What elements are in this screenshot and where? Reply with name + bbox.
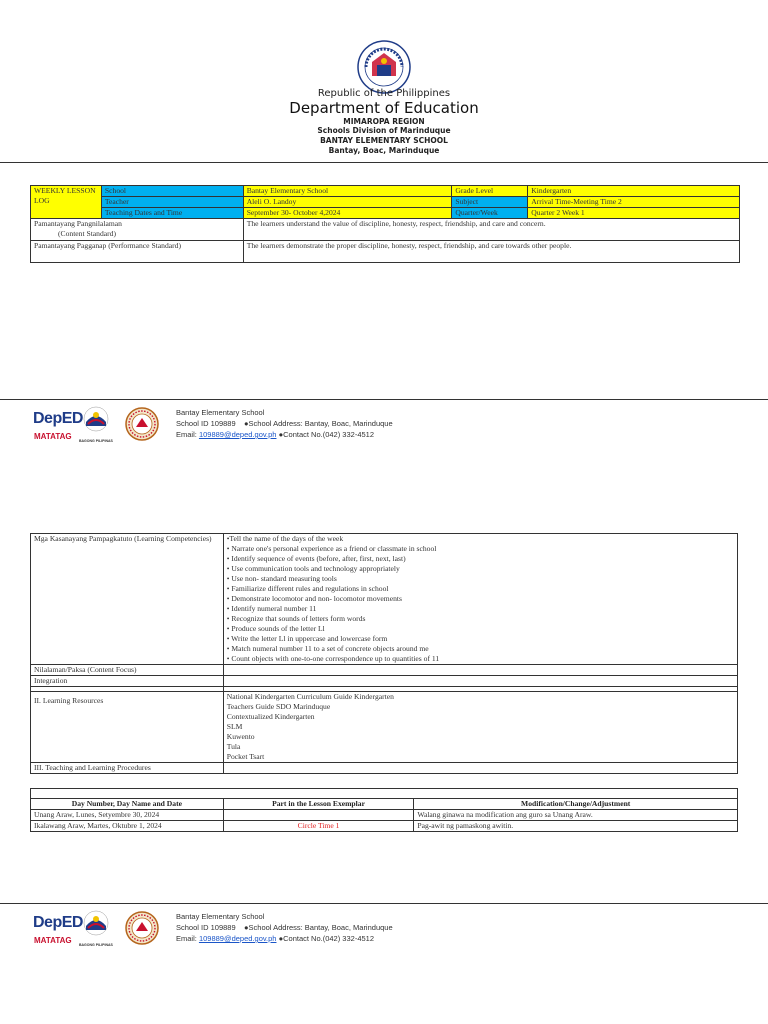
school-value: Bantay Elementary School xyxy=(243,186,452,197)
department-title: Department of Education xyxy=(289,99,479,117)
footer-contact xyxy=(176,911,393,944)
content-focus-value xyxy=(223,665,737,676)
footer-school-address: ●School Address: Bantay, Boac, Marinduque xyxy=(243,923,393,932)
competency-item: • Recognize that sounds of letters form words xyxy=(226,614,366,623)
resource-item: Kuwento xyxy=(226,732,255,741)
grade-level-label: Grade Level xyxy=(452,186,528,197)
part-cell xyxy=(223,810,414,821)
region-text: MIMAROPA REGION xyxy=(343,117,425,126)
competencies-label: Mga Kasanayang Pampagkatuto (Learning Competencies) xyxy=(31,534,224,665)
deped-logo: DepED xyxy=(33,914,83,931)
competency-item: • Produce sounds of the letter Ll xyxy=(226,624,325,633)
footer-school-address: ●School Address: Bantay, Boac, Marinduque xyxy=(243,419,393,428)
competency-item: • Count objects with one-to-one correspondence up to quantities of 11 xyxy=(226,654,440,663)
resource-item: Pocket Tsart xyxy=(226,752,265,761)
part-cell: Circle Time 1 xyxy=(223,821,414,832)
grade-level-value: Kindergarten xyxy=(528,186,740,197)
competency-item: • Match numeral number 11 to a set of concrete objects around me xyxy=(226,644,429,653)
modification-column-header: Modification/Change/Adjustment xyxy=(414,799,738,810)
competency-item: • Write the letter Ll in uppercase and lowercase form xyxy=(226,634,388,643)
school-seal-icon xyxy=(125,407,159,441)
footer-contact xyxy=(176,407,393,440)
bagong-pilipinas-icon xyxy=(82,910,110,940)
footer-school-name: Bantay Elementary School xyxy=(176,408,265,417)
day-cell: Unang Araw, Lunes, Setyembre 30, 2024 xyxy=(31,810,224,821)
bagong-pilipinas-text: BAGONG PILIPINAS xyxy=(79,943,113,947)
footer-email-link[interactable]: 109889@deped.gov.ph xyxy=(198,430,277,439)
footer-logos xyxy=(33,406,183,450)
footer-email-label: Email: xyxy=(176,430,197,439)
content-standard-label: Pamantayang Pangnilalaman (Content Standard) xyxy=(31,219,244,241)
competency-item: • Identify numeral number 11 xyxy=(226,604,317,613)
modification-cell: Walang ginawa na modification ang guro sa Unang Araw. xyxy=(414,810,738,821)
footer-contact-number: ●Contact No.(042) 332-4512 xyxy=(278,430,374,439)
resource-item: Contextualized Kindergarten xyxy=(226,712,315,721)
performance-standard-label: Pamantayang Pagganap (Performance Standard) xyxy=(31,241,244,263)
division-text: Schools Division of Marinduque xyxy=(317,126,451,135)
part-column-header: Part in the Lesson Exemplar xyxy=(223,799,414,810)
learning-resources-list xyxy=(223,692,737,763)
footer-logos xyxy=(33,910,183,954)
school-seal-icon xyxy=(125,911,159,945)
footer-email-label: Email: xyxy=(176,934,197,943)
resource-item: SLM xyxy=(226,722,243,731)
matatag-logo: MATATAG xyxy=(34,432,72,441)
deped-seal-icon xyxy=(357,40,411,94)
resource-item: National Kindergarten Curriculum Guide Kindergarten xyxy=(226,692,394,701)
teaching-dates-label: Teaching Dates and Time xyxy=(101,208,243,219)
competency-item: • Use communication tools and technology appropriately xyxy=(226,564,400,573)
subject-value: Arrival Time-Meeting Time 2 xyxy=(528,197,740,208)
competencies-table xyxy=(30,533,738,774)
competency-item: • Use non- standard measuring tools xyxy=(226,574,337,583)
table-row xyxy=(31,821,738,832)
resource-item: Tula xyxy=(226,742,241,751)
school-label: School xyxy=(101,186,243,197)
competency-item: •Tell the name of the days of the week xyxy=(226,534,344,543)
competencies-list xyxy=(223,534,737,665)
integration-value xyxy=(223,676,737,687)
competency-item: • Demonstrate locomotor and non- locomotor movements xyxy=(226,594,402,603)
teaching-dates-value: September 30- October 4,2024 xyxy=(243,208,452,219)
teacher-value: Aleli O. Landoy xyxy=(243,197,452,208)
matatag-logo: MATATAG xyxy=(34,936,72,945)
deped-logo: DepED xyxy=(33,410,83,427)
table-row xyxy=(31,810,738,821)
procedures-label: III. Teaching and Learning Procedures xyxy=(31,763,224,774)
school-name-text: BANTAY ELEMENTARY SCHOOL xyxy=(320,136,448,145)
competency-item: • Familiarize different rules and regulations in school xyxy=(226,584,389,593)
integration-label: Integration xyxy=(31,676,224,687)
competency-item: • Identify sequence of events (before, after, first, next, last) xyxy=(226,554,406,563)
modification-cell: Pag-awit ng pamaskong awitin. xyxy=(414,821,738,832)
bagong-pilipinas-icon xyxy=(82,406,110,436)
footer-school-id: School ID 109889 xyxy=(176,923,236,932)
footer-divider xyxy=(0,903,768,904)
content-focus-label: Nilalaman/Paksa (Content Focus) xyxy=(31,665,224,676)
quarter-week-value: Quarter 2 Week 1 xyxy=(528,208,740,219)
competency-item: • Narrate one's personal experience as a friend or classmate in school xyxy=(226,544,437,553)
footer-school-name: Bantay Elementary School xyxy=(176,912,265,921)
teacher-label: Teacher xyxy=(101,197,243,208)
republic-text: Republic of the Philippines xyxy=(317,88,451,99)
lesson-info-table xyxy=(30,185,740,263)
footer-school-id: School ID 109889 xyxy=(176,419,236,428)
weekly-lesson-log-label: WEEKLY LESSON LOG xyxy=(31,186,102,219)
subject-label: Subject xyxy=(452,197,528,208)
header-divider xyxy=(0,162,768,163)
day-column-header: Day Number, Day Name and Date xyxy=(31,799,224,810)
footer-contact-number: ●Contact No.(042) 332-4512 xyxy=(278,934,374,943)
performance-standard-value: The learners demonstrate the proper discipline, honesty, respect, friendship, and care towards other people. xyxy=(243,241,739,263)
bagong-pilipinas-text: BAGONG PILIPINAS xyxy=(79,439,113,443)
school-address-text: Bantay, Boac, Marinduque xyxy=(328,146,440,155)
footer-email-link[interactable]: 109889@deped.gov.ph xyxy=(198,934,277,943)
learning-resources-label: II. Learning Resources xyxy=(31,692,224,763)
quarter-week-label: Quarter/Week xyxy=(452,208,528,219)
schedule-table xyxy=(30,788,738,832)
footer-divider xyxy=(0,399,768,400)
day-cell: Ikalawang Araw, Martes, Oktubre 1, 2024 xyxy=(31,821,224,832)
content-standard-value: The learners understand the value of discipline, honesty, respect, friendship, and care and concern. xyxy=(243,219,739,241)
resource-item: Teachers Guide SDO Marinduque xyxy=(226,702,331,711)
